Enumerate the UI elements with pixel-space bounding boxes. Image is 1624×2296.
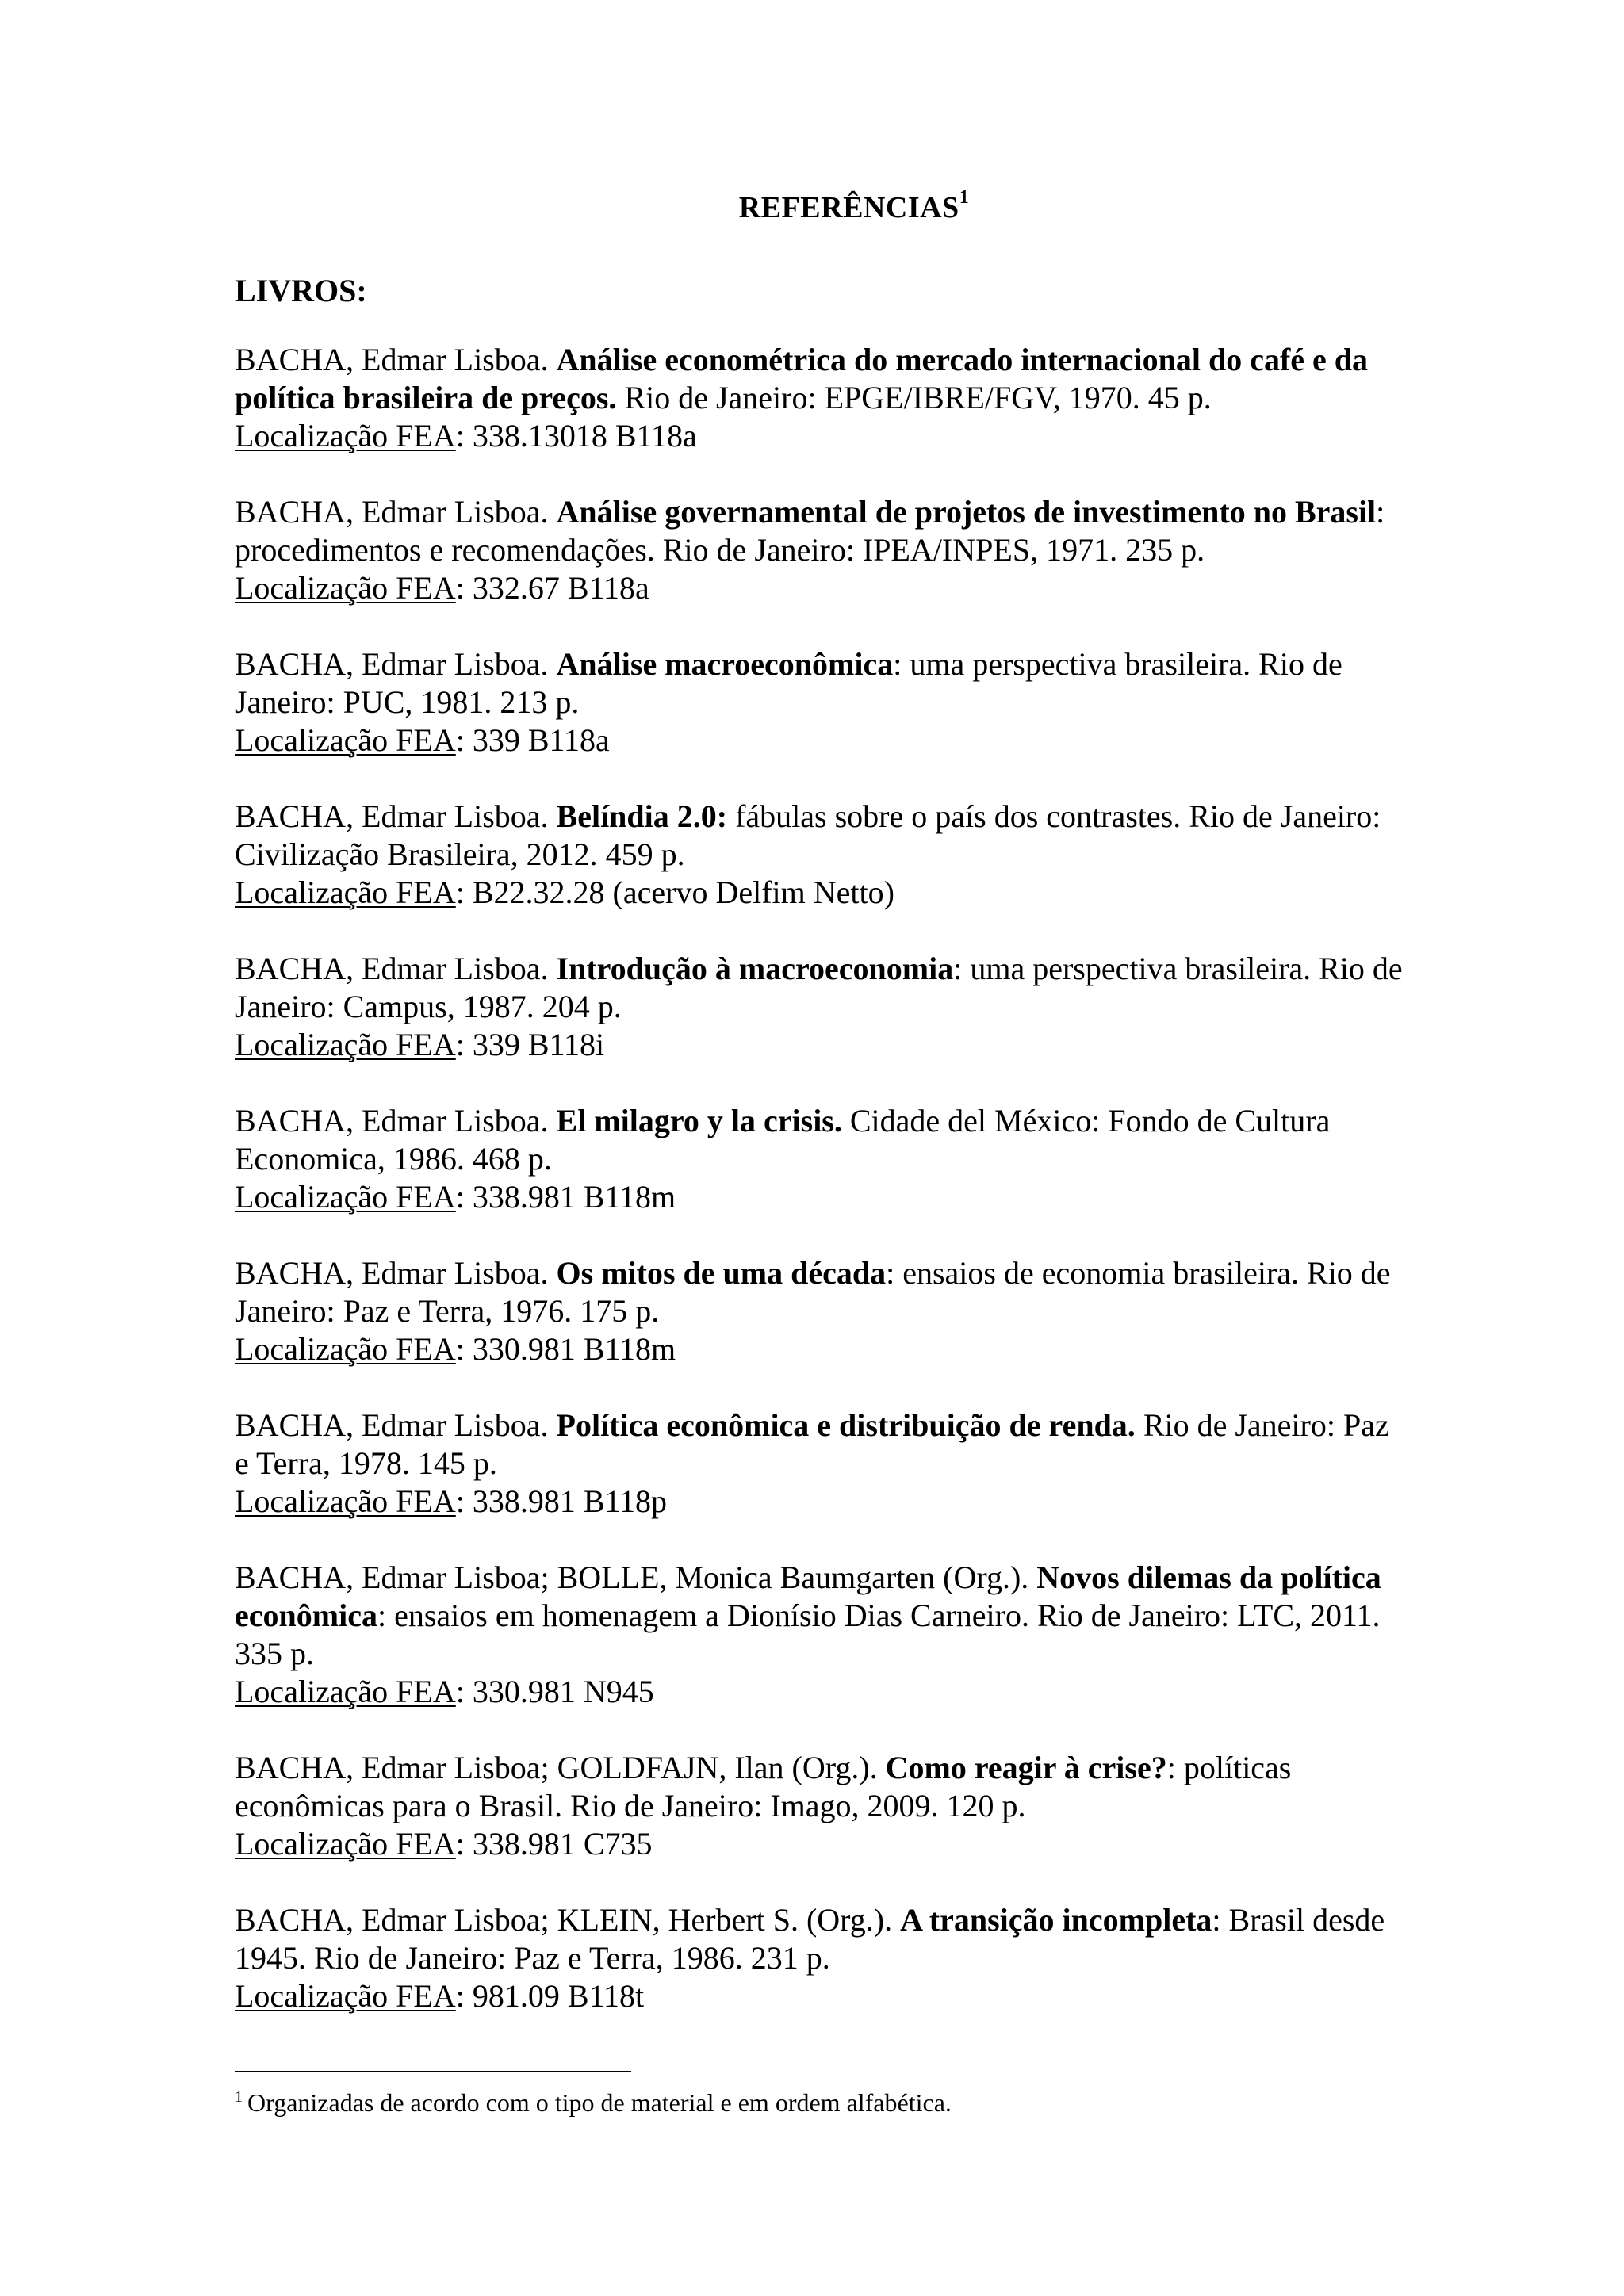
reference-citation bbox=[235, 493, 1408, 569]
location-label: Localização FEA bbox=[235, 1674, 456, 1709]
reference-authors: BACHA, Edmar Lisboa. bbox=[235, 1103, 557, 1138]
location-value: : 330.981 B118m bbox=[455, 1331, 676, 1367]
reference-citation bbox=[235, 950, 1408, 1026]
reference-publication: Cidade del México: Fondo de Cultura Economica, 1986. 468 p. bbox=[235, 1103, 1331, 1177]
location-label: Localização FEA bbox=[235, 1483, 456, 1519]
footnote-mark: 1 bbox=[235, 2088, 243, 2106]
reference-item bbox=[235, 1749, 1408, 1863]
reference-citation bbox=[235, 1901, 1408, 1977]
reference-title: Os mitos de uma década bbox=[556, 1255, 887, 1291]
section-heading-books: LIVROS: bbox=[235, 273, 367, 308]
reference-publication: : procedimentos e recomendações. Rio de Janeiro: IPEA/INPES, 1971. 235 p. bbox=[235, 494, 1385, 568]
title-footnote-mark: 1 bbox=[959, 187, 970, 208]
reference-authors: BACHA, Edmar Lisboa; GOLDFAJN, Ilan (Org.). bbox=[235, 1750, 886, 1785]
location-value: : 338.981 B118p bbox=[455, 1483, 668, 1519]
location-value: : 339 B118a bbox=[455, 722, 610, 758]
location-label: Localização FEA bbox=[235, 1027, 456, 1062]
location-label: Localização FEA bbox=[235, 1179, 456, 1215]
reference-citation bbox=[235, 1559, 1408, 1673]
reference-title: A transição incompleta bbox=[900, 1902, 1212, 1938]
reference-item bbox=[235, 493, 1408, 607]
location-label: Localização FEA bbox=[235, 418, 456, 453]
reference-citation bbox=[235, 1406, 1408, 1483]
reference-authors: BACHA, Edmar Lisboa. bbox=[235, 1407, 557, 1443]
reference-location bbox=[235, 417, 1408, 455]
reference-title: Belíndia 2.0: bbox=[556, 798, 728, 834]
footnote bbox=[235, 2087, 952, 2118]
reference-publication: Rio de Janeiro: EPGE/IBRE/FGV, 1970. 45 p. bbox=[616, 380, 1212, 415]
reference-publication: : ensaios em homenagem a Dionísio Dias Carneiro. Rio de Janeiro: LTC, 2011. 335 p. bbox=[235, 1598, 1381, 1671]
location-value: : 339 B118i bbox=[455, 1027, 605, 1062]
reference-title: Análise governamental de projetos de investimento no Brasil bbox=[556, 494, 1377, 530]
location-value: : 338.981 B118m bbox=[455, 1179, 676, 1215]
reference-citation bbox=[235, 1102, 1408, 1178]
reference-list bbox=[235, 341, 1408, 2053]
reference-title: Análise macroeconômica bbox=[556, 646, 894, 682]
page-title bbox=[0, 187, 1624, 225]
reference-location bbox=[235, 1977, 1408, 2015]
reference-item bbox=[235, 341, 1408, 455]
footnote-text: Organizadas de acordo com o tipo de material e em ordem alfabética. bbox=[247, 2088, 952, 2117]
reference-item bbox=[235, 1901, 1408, 2015]
location-label: Localização FEA bbox=[235, 570, 456, 606]
location-value: : 981.09 B118t bbox=[455, 1978, 645, 2014]
location-label: Localização FEA bbox=[235, 874, 456, 910]
reference-authors: BACHA, Edmar Lisboa. bbox=[235, 798, 557, 834]
location-value: : 332.67 B118a bbox=[455, 570, 649, 606]
reference-location bbox=[235, 1673, 1408, 1711]
reference-item bbox=[235, 1406, 1408, 1521]
reference-citation bbox=[235, 1749, 1408, 1825]
reference-authors: BACHA, Edmar Lisboa. bbox=[235, 1255, 557, 1291]
reference-citation bbox=[235, 1254, 1408, 1330]
reference-authors: BACHA, Edmar Lisboa. bbox=[235, 646, 557, 682]
reference-location bbox=[235, 721, 1408, 760]
footnote-separator bbox=[235, 2071, 631, 2072]
location-value: : 338.981 C735 bbox=[455, 1826, 653, 1862]
location-label: Localização FEA bbox=[235, 1978, 456, 2014]
reference-publication: : Brasil desde 1945. Rio de Janeiro: Paz e Terra, 1986. 231 p. bbox=[235, 1902, 1385, 1976]
reference-item bbox=[235, 1559, 1408, 1711]
reference-item bbox=[235, 1102, 1408, 1216]
reference-publication: : uma perspectiva brasileira. Rio de Janeiro: PUC, 1981. 213 p. bbox=[235, 646, 1342, 720]
reference-location bbox=[235, 1825, 1408, 1863]
location-value: : B22.32.28 (acervo Delfim Netto) bbox=[455, 874, 894, 910]
location-label: Localização FEA bbox=[235, 722, 456, 758]
location-value: : 338.13018 B118a bbox=[455, 418, 697, 453]
reference-citation bbox=[235, 645, 1408, 721]
reference-citation bbox=[235, 798, 1408, 874]
reference-item bbox=[235, 950, 1408, 1064]
reference-item bbox=[235, 645, 1408, 760]
location-label: Localização FEA bbox=[235, 1826, 456, 1862]
reference-title: Política econômica e distribuição de renda. bbox=[556, 1407, 1136, 1443]
reference-citation bbox=[235, 341, 1408, 417]
reference-item bbox=[235, 798, 1408, 912]
reference-publication: : uma perspectiva brasileira. Rio de Janeiro: Campus, 1987. 204 p. bbox=[235, 951, 1403, 1024]
reference-authors: BACHA, Edmar Lisboa. bbox=[235, 342, 557, 377]
reference-publication: Rio de Janeiro: Paz e Terra, 1978. 145 p. bbox=[235, 1407, 1389, 1481]
reference-authors: BACHA, Edmar Lisboa. bbox=[235, 951, 557, 986]
reference-title: Análise econométrica do mercado internacional do café e da política brasileira de preços. bbox=[235, 342, 1369, 415]
reference-location bbox=[235, 1026, 1408, 1064]
reference-authors: BACHA, Edmar Lisboa. bbox=[235, 494, 557, 530]
page-title-text: REFERÊNCIAS bbox=[738, 191, 959, 224]
reference-title: Como reagir à crise? bbox=[885, 1750, 1167, 1785]
reference-authors: BACHA, Edmar Lisboa; BOLLE, Monica Baumgarten (Org.). bbox=[235, 1559, 1037, 1595]
reference-title: Novos dilemas da política econômica bbox=[235, 1559, 1381, 1633]
reference-location bbox=[235, 1483, 1408, 1521]
reference-location bbox=[235, 1330, 1408, 1368]
reference-location bbox=[235, 1178, 1408, 1216]
reference-publication: fábulas sobre o país dos contrastes. Rio de Janeiro: Civilização Brasileira, 2012. 459 p. bbox=[235, 798, 1381, 872]
location-value: : 330.981 N945 bbox=[455, 1674, 654, 1709]
reference-location bbox=[235, 569, 1408, 607]
reference-item bbox=[235, 1254, 1408, 1368]
reference-title: El milagro y la crisis. bbox=[556, 1103, 842, 1138]
reference-publication: : ensaios de economia brasileira. Rio de Janeiro: Paz e Terra, 1976. 175 p. bbox=[235, 1255, 1391, 1329]
reference-authors: BACHA, Edmar Lisboa; KLEIN, Herbert S. (Org.). bbox=[235, 1902, 901, 1938]
reference-location bbox=[235, 874, 1408, 912]
reference-publication: : políticas econômicas para o Brasil. Rio de Janeiro: Imago, 2009. 120 p. bbox=[235, 1750, 1292, 1823]
location-label: Localização FEA bbox=[235, 1331, 456, 1367]
reference-title: Introdução à macroeconomia bbox=[556, 951, 954, 986]
